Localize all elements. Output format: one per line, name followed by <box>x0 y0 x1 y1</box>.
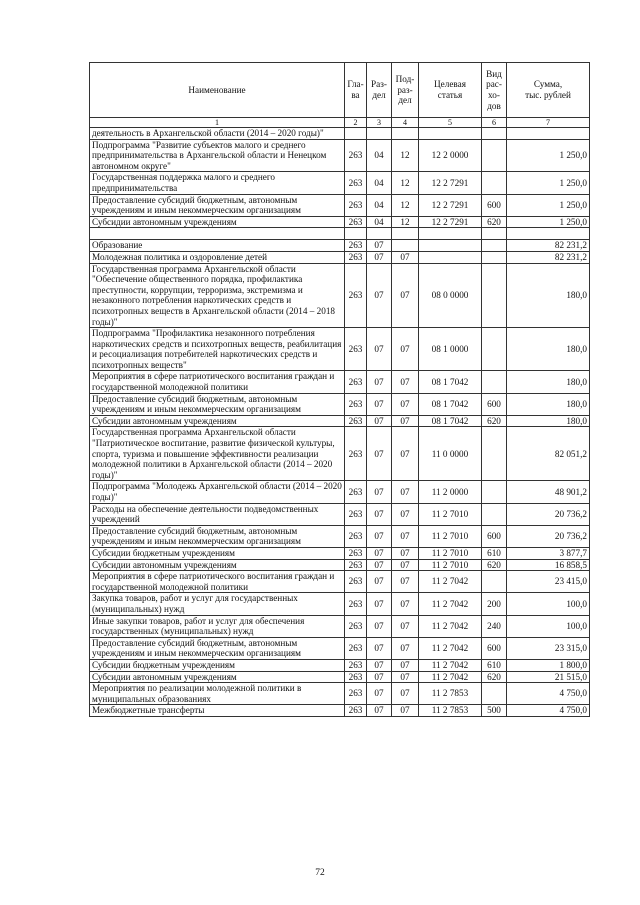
cell-glava: 263 <box>345 393 367 415</box>
cell-sum: 180,0 <box>507 393 590 415</box>
table-row <box>90 683 590 705</box>
cell-name: Предоставление субсидий бюджетным, автономным учреждениям и иным некоммерческим организациям <box>90 393 345 415</box>
column-number-row <box>90 118 590 128</box>
cell-vid <box>482 427 507 481</box>
cell-target: 11 2 7853 <box>419 705 482 717</box>
cell-razdel: 07 <box>367 251 392 263</box>
cell-vid: 200 <box>482 593 507 615</box>
cell-vid: 610 <box>482 547 507 559</box>
cell-target: 08 1 7042 <box>419 371 482 393</box>
cell-glava: 263 <box>345 593 367 615</box>
cell-sum: 3 877,7 <box>507 547 590 559</box>
cell-name: Подпрограмма "Развитие субъектов малого и среднего предпринимательства в Архангельской области и Ненецком автономном округе" <box>90 139 345 172</box>
cell-glava: 263 <box>345 328 367 371</box>
cell-razdel: 07 <box>367 427 392 481</box>
cell-glava: 263 <box>345 139 367 172</box>
cell-name: Субсидии бюджетным учреждениям <box>90 659 345 671</box>
col-header-glava: Гла- ва <box>345 63 367 118</box>
cell-vid: 610 <box>482 659 507 671</box>
col-header-razdel: Раз- дел <box>367 63 392 118</box>
table-row <box>90 503 590 525</box>
cell-glava <box>345 128 367 140</box>
col-header-name: Наименование <box>90 63 345 118</box>
cell-name: Субсидии автономным учреждениям <box>90 415 345 427</box>
cell-glava: 263 <box>345 571 367 593</box>
table-row <box>90 593 590 615</box>
table-row <box>90 240 590 252</box>
cell-glava: 263 <box>345 481 367 503</box>
table-row <box>90 547 590 559</box>
cell-name: Предоставление субсидий бюджетным, автономным учреждениям и иным некоммерческим организациям <box>90 637 345 659</box>
cell-name: Подпрограмма "Молодежь Архангельской области (2014 – 2020 годы)" <box>90 481 345 503</box>
cell-name <box>90 228 345 240</box>
cell-podrazdel: 07 <box>392 593 419 615</box>
page-number: 72 <box>315 868 325 878</box>
cell-podrazdel: 07 <box>392 559 419 571</box>
cell-name: Молодежная политика и оздоровление детей <box>90 251 345 263</box>
cell-target: 12 2 7291 <box>419 194 482 216</box>
table-row <box>90 194 590 216</box>
cell-podrazdel: 07 <box>392 659 419 671</box>
column-number: 3 <box>367 118 392 128</box>
cell-razdel: 04 <box>367 172 392 194</box>
cell-vid <box>482 228 507 240</box>
table-row <box>90 228 590 240</box>
cell-vid: 600 <box>482 637 507 659</box>
table-row <box>90 637 590 659</box>
cell-glava: 263 <box>345 615 367 637</box>
cell-podrazdel: 07 <box>392 705 419 717</box>
cell-razdel <box>367 228 392 240</box>
cell-target <box>419 128 482 140</box>
cell-razdel: 07 <box>367 393 392 415</box>
table-row <box>90 705 590 717</box>
cell-podrazdel: 12 <box>392 216 419 228</box>
column-number: 4 <box>392 118 419 128</box>
cell-sum: 82 231,2 <box>507 240 590 252</box>
cell-vid: 600 <box>482 393 507 415</box>
cell-razdel: 07 <box>367 371 392 393</box>
cell-vid <box>482 172 507 194</box>
cell-name: Государственная программа Архангельской области "Патриотическое воспитание, развитие физической культуры, спорта, туризма и повышение эффективности реализации молодежной политики в Архангельской области (2014 – 2020 годы)" <box>90 427 345 481</box>
cell-glava: 263 <box>345 683 367 705</box>
cell-sum: 180,0 <box>507 328 590 371</box>
table-row <box>90 371 590 393</box>
table-row <box>90 216 590 228</box>
cell-sum: 16 858,5 <box>507 559 590 571</box>
cell-name: Субсидии автономным учреждениям <box>90 671 345 683</box>
cell-podrazdel: 07 <box>392 683 419 705</box>
cell-podrazdel: 12 <box>392 194 419 216</box>
cell-vid <box>482 251 507 263</box>
cell-podrazdel: 07 <box>392 547 419 559</box>
cell-glava: 263 <box>345 216 367 228</box>
col-header-podrazdel: Под- раз- дел <box>392 63 419 118</box>
cell-target: 11 2 0000 <box>419 481 482 503</box>
cell-vid <box>482 263 507 328</box>
cell-sum <box>507 228 590 240</box>
cell-podrazdel <box>392 228 419 240</box>
cell-podrazdel: 07 <box>392 371 419 393</box>
cell-target: 11 2 7042 <box>419 671 482 683</box>
cell-razdel: 07 <box>367 615 392 637</box>
table-header-row <box>90 63 590 118</box>
cell-razdel: 04 <box>367 139 392 172</box>
cell-razdel: 07 <box>367 481 392 503</box>
cell-razdel <box>367 128 392 140</box>
table-row <box>90 427 590 481</box>
table-row <box>90 481 590 503</box>
cell-razdel: 07 <box>367 328 392 371</box>
cell-podrazdel: 07 <box>392 393 419 415</box>
cell-target: 08 1 7042 <box>419 393 482 415</box>
cell-vid: 620 <box>482 671 507 683</box>
column-number: 6 <box>482 118 507 128</box>
col-header-target: Целевая статья <box>419 63 482 118</box>
cell-razdel: 04 <box>367 216 392 228</box>
cell-target: 11 2 7042 <box>419 637 482 659</box>
cell-target: 11 2 7042 <box>419 659 482 671</box>
col-header-sum: Сумма, тыс. рублей <box>507 63 590 118</box>
table-row <box>90 525 590 547</box>
cell-glava: 263 <box>345 251 367 263</box>
cell-sum: 4 750,0 <box>507 683 590 705</box>
table-row <box>90 172 590 194</box>
cell-glava: 263 <box>345 415 367 427</box>
cell-razdel: 07 <box>367 571 392 593</box>
cell-glava: 263 <box>345 671 367 683</box>
table-row <box>90 559 590 571</box>
cell-razdel: 07 <box>367 637 392 659</box>
cell-podrazdel: 12 <box>392 139 419 172</box>
cell-podrazdel: 07 <box>392 637 419 659</box>
cell-sum: 1 250,0 <box>507 172 590 194</box>
cell-razdel: 07 <box>367 671 392 683</box>
cell-vid: 600 <box>482 194 507 216</box>
cell-sum: 21 515,0 <box>507 671 590 683</box>
cell-glava: 263 <box>345 559 367 571</box>
cell-glava: 263 <box>345 525 367 547</box>
cell-vid: 620 <box>482 415 507 427</box>
cell-vid <box>482 571 507 593</box>
cell-name: Межбюджетные трансферты <box>90 705 345 717</box>
cell-target: 11 2 7010 <box>419 559 482 571</box>
cell-vid: 620 <box>482 216 507 228</box>
table-row <box>90 671 590 683</box>
cell-podrazdel <box>392 128 419 140</box>
table-row <box>90 615 590 637</box>
table-row <box>90 393 590 415</box>
cell-target: 08 0 0000 <box>419 263 482 328</box>
cell-glava: 263 <box>345 240 367 252</box>
cell-vid <box>482 481 507 503</box>
cell-target: 12 2 0000 <box>419 139 482 172</box>
cell-sum: 1 250,0 <box>507 194 590 216</box>
cell-razdel: 07 <box>367 263 392 328</box>
cell-sum: 1 250,0 <box>507 216 590 228</box>
cell-sum: 20 736,2 <box>507 503 590 525</box>
cell-podrazdel: 07 <box>392 251 419 263</box>
cell-glava: 263 <box>345 172 367 194</box>
budget-table <box>89 62 590 717</box>
cell-name: Иные закупки товаров, работ и услуг для обеспечения государственных (муниципальных) нужд <box>90 615 345 637</box>
cell-razdel: 07 <box>367 240 392 252</box>
cell-target: 08 1 0000 <box>419 328 482 371</box>
cell-vid <box>482 328 507 371</box>
cell-sum: 180,0 <box>507 263 590 328</box>
cell-razdel: 07 <box>367 559 392 571</box>
cell-sum: 23 315,0 <box>507 637 590 659</box>
cell-podrazdel: 07 <box>392 481 419 503</box>
cell-target: 11 2 7853 <box>419 683 482 705</box>
cell-podrazdel <box>392 240 419 252</box>
cell-name: Расходы на обеспечение деятельности подведомственных учреждений <box>90 503 345 525</box>
cell-glava: 263 <box>345 659 367 671</box>
cell-glava: 263 <box>345 547 367 559</box>
cell-vid: 620 <box>482 559 507 571</box>
cell-target: 11 2 7010 <box>419 525 482 547</box>
cell-name: Закупка товаров, работ и услуг для государственных (муниципальных) нужд <box>90 593 345 615</box>
cell-target: 11 2 7010 <box>419 547 482 559</box>
cell-target: 08 1 7042 <box>419 415 482 427</box>
cell-vid: 500 <box>482 705 507 717</box>
cell-sum: 1 800,0 <box>507 659 590 671</box>
column-number: 5 <box>419 118 482 128</box>
col-header-vid: Вид рас- хо- дов <box>482 63 507 118</box>
cell-razdel: 04 <box>367 194 392 216</box>
cell-vid: 240 <box>482 615 507 637</box>
cell-target: 11 2 7042 <box>419 571 482 593</box>
cell-name: Мероприятия в сфере патриотического воспитания граждан и государственной молодежной политики <box>90 371 345 393</box>
cell-sum: 23 415,0 <box>507 571 590 593</box>
table-row <box>90 328 590 371</box>
cell-name: Мероприятия по реализации молодежной политики в муниципальных образованиях <box>90 683 345 705</box>
column-number: 1 <box>90 118 345 128</box>
cell-razdel: 07 <box>367 683 392 705</box>
cell-razdel: 07 <box>367 659 392 671</box>
cell-target: 11 2 7010 <box>419 503 482 525</box>
cell-vid: 600 <box>482 525 507 547</box>
cell-podrazdel: 12 <box>392 172 419 194</box>
cell-name: Мероприятия в сфере патриотического воспитания граждан и государственной молодежной политики <box>90 571 345 593</box>
cell-sum: 100,0 <box>507 615 590 637</box>
cell-name: Государственная программа Архангельской области "Обеспечение общественного порядка, профилактика преступности, коррупции, терроризма, экстремизма и незаконного потребления наркотических средств и психотропных веществ в Архангельской области (2014 – 2018 годы)" <box>90 263 345 328</box>
cell-sum <box>507 128 590 140</box>
cell-vid <box>482 128 507 140</box>
cell-podrazdel: 07 <box>392 525 419 547</box>
cell-glava: 263 <box>345 503 367 525</box>
cell-sum: 82 231,2 <box>507 251 590 263</box>
cell-sum: 4 750,0 <box>507 705 590 717</box>
cell-podrazdel: 07 <box>392 571 419 593</box>
cell-name: Субсидии автономным учреждениям <box>90 216 345 228</box>
cell-podrazdel: 07 <box>392 671 419 683</box>
cell-razdel: 07 <box>367 415 392 427</box>
cell-sum: 20 736,2 <box>507 525 590 547</box>
cell-name: Образование <box>90 240 345 252</box>
cell-target: 12 2 7291 <box>419 216 482 228</box>
cell-sum: 180,0 <box>507 371 590 393</box>
cell-vid <box>482 683 507 705</box>
cell-name: Предоставление субсидий бюджетным, автономным учреждениям и иным некоммерческим организациям <box>90 525 345 547</box>
cell-glava: 263 <box>345 427 367 481</box>
cell-glava: 263 <box>345 705 367 717</box>
cell-razdel: 07 <box>367 525 392 547</box>
cell-sum: 48 901,2 <box>507 481 590 503</box>
cell-name: Субсидии автономным учреждениям <box>90 559 345 571</box>
cell-vid <box>482 139 507 172</box>
cell-name: Подпрограмма "Профилактика незаконного потребления наркотических средств и психотропных веществ, реабилитация и ресоциализация потребителей наркотических средств и психотропных веществ" <box>90 328 345 371</box>
cell-vid <box>482 240 507 252</box>
cell-target: 11 0 0000 <box>419 427 482 481</box>
cell-glava: 263 <box>345 194 367 216</box>
cell-sum: 82 051,2 <box>507 427 590 481</box>
column-number: 2 <box>345 118 367 128</box>
cell-sum: 180,0 <box>507 415 590 427</box>
table-row <box>90 263 590 328</box>
cell-vid <box>482 371 507 393</box>
cell-vid <box>482 503 507 525</box>
cell-glava: 263 <box>345 637 367 659</box>
cell-podrazdel: 07 <box>392 615 419 637</box>
cell-podrazdel: 07 <box>392 263 419 328</box>
cell-razdel: 07 <box>367 593 392 615</box>
cell-name: деятельность в Архангельской области (2014 – 2020 годы)" <box>90 128 345 140</box>
table-row <box>90 571 590 593</box>
cell-name: Субсидии бюджетным учреждениям <box>90 547 345 559</box>
table-row <box>90 251 590 263</box>
table-row <box>90 139 590 172</box>
cell-target: 11 2 7042 <box>419 593 482 615</box>
table-body <box>90 128 590 717</box>
cell-razdel: 07 <box>367 547 392 559</box>
table-row <box>90 128 590 140</box>
cell-target: 12 2 7291 <box>419 172 482 194</box>
cell-razdel: 07 <box>367 705 392 717</box>
cell-sum: 100,0 <box>507 593 590 615</box>
cell-podrazdel: 07 <box>392 328 419 371</box>
cell-target <box>419 240 482 252</box>
cell-name: Государственная поддержка малого и среднего предпринимательства <box>90 172 345 194</box>
table-row <box>90 659 590 671</box>
cell-target: 11 2 7042 <box>419 615 482 637</box>
cell-podrazdel: 07 <box>392 503 419 525</box>
cell-glava: 263 <box>345 371 367 393</box>
cell-target <box>419 228 482 240</box>
cell-glava <box>345 228 367 240</box>
cell-sum: 1 250,0 <box>507 139 590 172</box>
cell-glava: 263 <box>345 263 367 328</box>
column-number: 7 <box>507 118 590 128</box>
cell-podrazdel: 07 <box>392 415 419 427</box>
cell-razdel: 07 <box>367 503 392 525</box>
table-row <box>90 415 590 427</box>
cell-podrazdel: 07 <box>392 427 419 481</box>
cell-name: Предоставление субсидий бюджетным, автономным учреждениям и иным некоммерческим организациям <box>90 194 345 216</box>
cell-target <box>419 251 482 263</box>
